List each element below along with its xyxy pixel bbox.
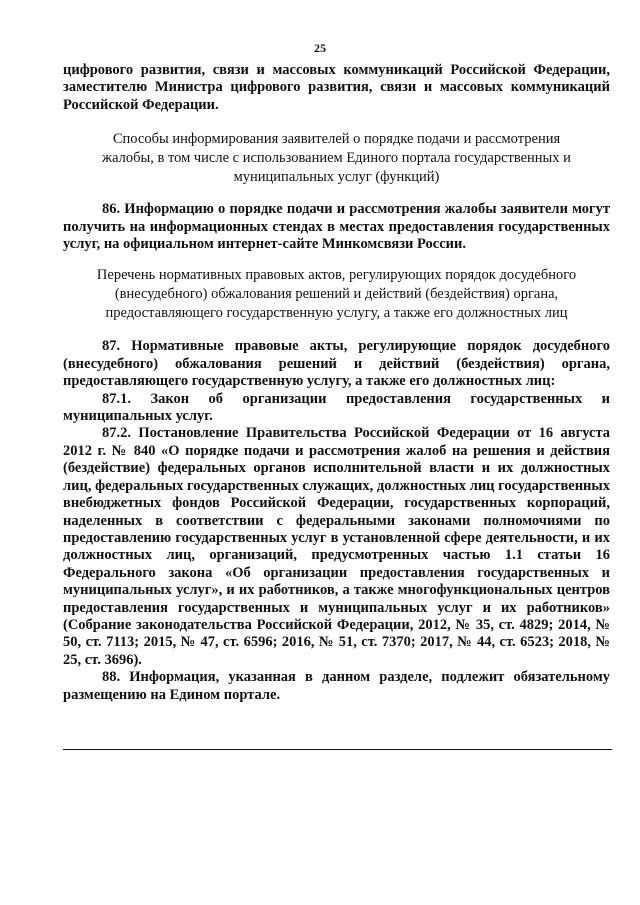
paragraph-87-2: 87.2. Постановление Правительства Российской Федерации от 16 августа 2012 г. № 840 «О порядке подачи и рассмотрения жалоб на решения и действия (бездействие) федеральных органов исполнительной власти и их должностных лиц, федеральных государственных служащих, должностных лиц государственных внебюджетных фондов Российской Федерации, государственных корпораций, наделенных в соответствии с федеральными законами полномочиями по предоставлению государственных услуг в установленной сфере деятельности, и их должностных лиц, организаций, предусмотренных частью 1.1 статьи 16 Федерального закона «Об организации предоставления государственных и муниципальных услуг», и их работников, а также многофункциональных центров предоставления государственных и муниципальных услуг и их работников» (Собрание законодательства Российской Федерации, 2012, № 35, ст. 4829; 2014, № 50, ст. 7113; 2015, № 47, ст. 6596; 2016, № 51, ст. 7370; 2017, № 44, ст. 6523; 2018, № 25, ст. 3696). xyxy=(63,425,610,668)
section-heading-normative-acts: Перечень нормативных правовых актов, регулирующих порядок досудебного (внесудебного) обжалования решений и действий (бездействия) органа, предоставляющего государственную услугу, а также его должностных лиц xyxy=(96,267,577,322)
page-number: 25 xyxy=(314,41,326,55)
paragraph-87: 87. Нормативные правовые акты, регулирующие порядок досудебного (внесудебного) обжалования решений и действий (бездействия) органа, предоставляющего государственную услугу, а также его должностных лиц: xyxy=(63,338,610,390)
footer-divider xyxy=(63,749,612,750)
paragraph-88: 88. Информация, указанная в данном разделе, подлежит обязательному размещению на Едином портале. xyxy=(63,669,610,703)
section-heading-appeal-information: Способы информирования заявителей о порядке подачи и рассмотрения жалобы, в том числе с использованием Единого портала государственных и муниципальных услуг (функций) xyxy=(102,131,571,186)
document-body xyxy=(63,62,610,704)
intro-paragraph: цифрового развития, связи и массовых коммуникаций Российской Федерации, заместителю Министра цифрового развития, связи и массовых коммуникаций Российской Федерации. xyxy=(63,62,610,113)
paragraph-87-1: 87.1. Закон об организации предоставления государственных и муниципальных услуг. xyxy=(63,390,610,425)
paragraph-86: 86. Информацию о порядке подачи и рассмотрения жалобы заявители могут получить на информационных стендах в местах предоставления государственных услуг, на официальном интернет-сайте Минкомсвязи России. xyxy=(63,201,610,253)
